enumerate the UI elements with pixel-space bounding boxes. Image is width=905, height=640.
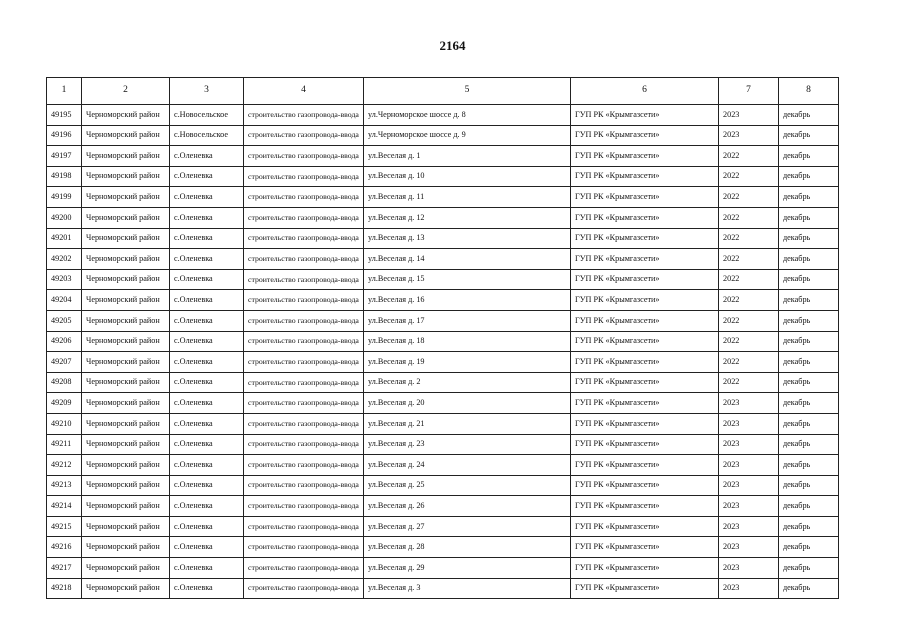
month-cell: декабрь: [779, 372, 839, 393]
column-header-1: 1: [47, 78, 82, 105]
year-cell: 2023: [719, 125, 779, 146]
year-cell: 2023: [719, 537, 779, 558]
works-cell: строительство газопровода-ввода: [244, 516, 364, 537]
works-cell: строительство газопровода-ввода: [244, 558, 364, 579]
address-cell: ул.Веселая д. 29: [364, 558, 571, 579]
settlement-cell: с.Оленевка: [170, 516, 244, 537]
organization-cell: ГУП РК «Крымгазсети»: [571, 228, 719, 249]
column-header-3: 3: [170, 78, 244, 105]
address-cell: ул.Веселая д. 25: [364, 475, 571, 496]
works-cell: строительство газопровода-ввода: [244, 228, 364, 249]
row-number-cell: 49205: [47, 310, 82, 331]
settlement-cell: с.Оленевка: [170, 413, 244, 434]
table-row: [47, 558, 839, 579]
column-header-8: 8: [779, 78, 839, 105]
table-row: [47, 352, 839, 373]
row-number-cell: 49199: [47, 187, 82, 208]
works-cell: строительство газопровода-ввода: [244, 249, 364, 270]
table-row: [47, 434, 839, 455]
year-cell: 2022: [719, 166, 779, 187]
organization-cell: ГУП РК «Крымгазсети»: [571, 393, 719, 414]
row-number-cell: 49208: [47, 372, 82, 393]
address-cell: ул.Веселая д. 27: [364, 516, 571, 537]
year-cell: 2022: [719, 249, 779, 270]
row-number-cell: 49217: [47, 558, 82, 579]
address-cell: ул.Веселая д. 12: [364, 207, 571, 228]
year-cell: 2023: [719, 558, 779, 579]
district-cell: Черноморский район: [82, 187, 170, 208]
year-cell: 2022: [719, 207, 779, 228]
settlement-cell: с.Оленевка: [170, 310, 244, 331]
address-cell: ул.Веселая д. 28: [364, 537, 571, 558]
row-number-cell: 49215: [47, 516, 82, 537]
row-number-cell: 49200: [47, 207, 82, 228]
address-cell: ул.Веселая д. 17: [364, 310, 571, 331]
district-cell: Черноморский район: [82, 125, 170, 146]
column-header-4: 4: [244, 78, 364, 105]
table-row: [47, 290, 839, 311]
year-cell: 2022: [719, 228, 779, 249]
organization-cell: ГУП РК «Крымгазсети»: [571, 105, 719, 126]
works-cell: строительство газопровода-ввода: [244, 146, 364, 167]
row-number-cell: 49214: [47, 496, 82, 517]
address-cell: ул.Веселая д. 15: [364, 269, 571, 290]
district-cell: Черноморский район: [82, 393, 170, 414]
settlement-cell: с.Новосельское: [170, 125, 244, 146]
table-row: [47, 372, 839, 393]
address-cell: ул.Веселая д. 18: [364, 331, 571, 352]
month-cell: декабрь: [779, 393, 839, 414]
works-cell: строительство газопровода-ввода: [244, 537, 364, 558]
table-row: [47, 413, 839, 434]
settlement-cell: с.Оленевка: [170, 269, 244, 290]
row-number-cell: 49202: [47, 249, 82, 270]
row-number-cell: 49198: [47, 166, 82, 187]
column-header-7: 7: [719, 78, 779, 105]
table-row: [47, 125, 839, 146]
district-cell: Черноморский район: [82, 434, 170, 455]
district-cell: Черноморский район: [82, 537, 170, 558]
works-cell: строительство газопровода-ввода: [244, 413, 364, 434]
district-cell: Черноморский район: [82, 290, 170, 311]
month-cell: декабрь: [779, 558, 839, 579]
settlement-cell: с.Оленевка: [170, 187, 244, 208]
settlement-cell: с.Оленевка: [170, 352, 244, 373]
settlement-cell: с.Оленевка: [170, 558, 244, 579]
year-cell: 2023: [719, 475, 779, 496]
month-cell: декабрь: [779, 105, 839, 126]
row-number-cell: 49206: [47, 331, 82, 352]
organization-cell: ГУП РК «Крымгазсети»: [571, 455, 719, 476]
settlement-cell: с.Оленевка: [170, 475, 244, 496]
month-cell: декабрь: [779, 187, 839, 208]
row-number-cell: 49211: [47, 434, 82, 455]
table-row: [47, 207, 839, 228]
year-cell: 2023: [719, 455, 779, 476]
column-header-2: 2: [82, 78, 170, 105]
settlement-cell: с.Оленевка: [170, 372, 244, 393]
table-body: [47, 105, 839, 599]
settlement-cell: с.Оленевка: [170, 455, 244, 476]
row-number-cell: 49213: [47, 475, 82, 496]
organization-cell: ГУП РК «Крымгазсети»: [571, 578, 719, 599]
settlement-cell: с.Оленевка: [170, 393, 244, 414]
organization-cell: ГУП РК «Крымгазсети»: [571, 187, 719, 208]
works-cell: строительство газопровода-ввода: [244, 125, 364, 146]
address-cell: ул.Черноморское шоссе д. 8: [364, 105, 571, 126]
table-row: [47, 310, 839, 331]
row-number-cell: 49207: [47, 352, 82, 373]
works-cell: строительство газопровода-ввода: [244, 372, 364, 393]
table-row: [47, 187, 839, 208]
organization-cell: ГУП РК «Крымгазсети»: [571, 125, 719, 146]
district-cell: Черноморский район: [82, 207, 170, 228]
settlement-cell: с.Оленевка: [170, 496, 244, 517]
settlement-cell: с.Новосельское: [170, 105, 244, 126]
row-number-cell: 49216: [47, 537, 82, 558]
address-cell: ул.Веселая д. 26: [364, 496, 571, 517]
address-cell: ул.Веселая д. 11: [364, 187, 571, 208]
works-cell: строительство газопровода-ввода: [244, 269, 364, 290]
month-cell: декабрь: [779, 249, 839, 270]
year-cell: 2023: [719, 516, 779, 537]
row-number-cell: 49195: [47, 105, 82, 126]
organization-cell: ГУП РК «Крымгазсети»: [571, 475, 719, 496]
table-row: [47, 105, 839, 126]
month-cell: декабрь: [779, 146, 839, 167]
district-cell: Черноморский район: [82, 228, 170, 249]
table-row: [47, 146, 839, 167]
table-row: [47, 331, 839, 352]
district-cell: Черноморский район: [82, 331, 170, 352]
month-cell: декабрь: [779, 207, 839, 228]
year-cell: 2022: [719, 331, 779, 352]
organization-cell: ГУП РК «Крымгазсети»: [571, 413, 719, 434]
organization-cell: ГУП РК «Крымгазсети»: [571, 269, 719, 290]
organization-cell: ГУП РК «Крымгазсети»: [571, 496, 719, 517]
district-cell: Черноморский район: [82, 166, 170, 187]
year-cell: 2022: [719, 187, 779, 208]
header-row: [47, 78, 839, 105]
organization-cell: ГУП РК «Крымгазсети»: [571, 352, 719, 373]
works-cell: строительство газопровода-ввода: [244, 166, 364, 187]
year-cell: 2022: [719, 269, 779, 290]
year-cell: 2023: [719, 105, 779, 126]
district-cell: Черноморский район: [82, 146, 170, 167]
table-header: [47, 78, 839, 105]
month-cell: декабрь: [779, 310, 839, 331]
works-cell: строительство газопровода-ввода: [244, 496, 364, 517]
table-row: [47, 393, 839, 414]
settlement-cell: с.Оленевка: [170, 331, 244, 352]
month-cell: декабрь: [779, 496, 839, 517]
organization-cell: ГУП РК «Крымгазсети»: [571, 558, 719, 579]
district-cell: Черноморский район: [82, 269, 170, 290]
district-cell: Черноморский район: [82, 105, 170, 126]
address-cell: ул.Веселая д. 21: [364, 413, 571, 434]
month-cell: декабрь: [779, 228, 839, 249]
organization-cell: ГУП РК «Крымгазсети»: [571, 166, 719, 187]
organization-cell: ГУП РК «Крымгазсети»: [571, 537, 719, 558]
address-cell: ул.Веселая д. 3: [364, 578, 571, 599]
month-cell: декабрь: [779, 290, 839, 311]
settlement-cell: с.Оленевка: [170, 249, 244, 270]
month-cell: декабрь: [779, 578, 839, 599]
address-cell: ул.Веселая д. 19: [364, 352, 571, 373]
row-number-cell: 49196: [47, 125, 82, 146]
district-cell: Черноморский район: [82, 310, 170, 331]
district-cell: Черноморский район: [82, 455, 170, 476]
column-header-5: 5: [364, 78, 571, 105]
organization-cell: ГУП РК «Крымгазсети»: [571, 146, 719, 167]
district-cell: Черноморский район: [82, 372, 170, 393]
organization-cell: ГУП РК «Крымгазсети»: [571, 290, 719, 311]
organization-cell: ГУП РК «Крымгазсети»: [571, 207, 719, 228]
month-cell: декабрь: [779, 516, 839, 537]
district-cell: Черноморский район: [82, 578, 170, 599]
address-cell: ул.Веселая д. 24: [364, 455, 571, 476]
address-cell: ул.Веселая д. 23: [364, 434, 571, 455]
column-header-6: 6: [571, 78, 719, 105]
table-row: [47, 578, 839, 599]
settlement-cell: с.Оленевка: [170, 228, 244, 249]
table-row: [47, 496, 839, 517]
year-cell: 2023: [719, 413, 779, 434]
table-row: [47, 228, 839, 249]
address-cell: ул.Веселая д. 1: [364, 146, 571, 167]
month-cell: декабрь: [779, 455, 839, 476]
address-cell: ул.Веселая д. 14: [364, 249, 571, 270]
works-cell: строительство газопровода-ввода: [244, 207, 364, 228]
district-cell: Черноморский район: [82, 413, 170, 434]
year-cell: 2022: [719, 310, 779, 331]
table-row: [47, 516, 839, 537]
month-cell: декабрь: [779, 434, 839, 455]
table-row: [47, 455, 839, 476]
row-number-cell: 49203: [47, 269, 82, 290]
year-cell: 2023: [719, 578, 779, 599]
settlement-cell: с.Оленевка: [170, 146, 244, 167]
table-row: [47, 537, 839, 558]
month-cell: декабрь: [779, 125, 839, 146]
works-cell: строительство газопровода-ввода: [244, 393, 364, 414]
month-cell: декабрь: [779, 331, 839, 352]
address-cell: ул.Веселая д. 16: [364, 290, 571, 311]
year-cell: 2022: [719, 290, 779, 311]
works-cell: строительство газопровода-ввода: [244, 578, 364, 599]
row-number-cell: 49210: [47, 413, 82, 434]
row-number-cell: 49209: [47, 393, 82, 414]
row-number-cell: 49218: [47, 578, 82, 599]
district-cell: Черноморский район: [82, 496, 170, 517]
year-cell: 2022: [719, 352, 779, 373]
works-cell: строительство газопровода-ввода: [244, 475, 364, 496]
settlement-cell: с.Оленевка: [170, 537, 244, 558]
district-cell: Черноморский район: [82, 558, 170, 579]
settlement-cell: с.Оленевка: [170, 166, 244, 187]
address-cell: ул.Веселая д. 20: [364, 393, 571, 414]
address-cell: ул.Веселая д. 2: [364, 372, 571, 393]
month-cell: декабрь: [779, 352, 839, 373]
works-cell: строительство газопровода-ввода: [244, 105, 364, 126]
year-cell: 2023: [719, 393, 779, 414]
works-cell: строительство газопровода-ввода: [244, 187, 364, 208]
settlement-cell: с.Оленевка: [170, 578, 244, 599]
row-number-cell: 49201: [47, 228, 82, 249]
district-cell: Черноморский район: [82, 249, 170, 270]
year-cell: 2022: [719, 372, 779, 393]
page-number: 2164: [439, 38, 466, 53]
organization-cell: ГУП РК «Крымгазсети»: [571, 434, 719, 455]
address-cell: ул.Веселая д. 13: [364, 228, 571, 249]
table-row: [47, 249, 839, 270]
works-cell: строительство газопровода-ввода: [244, 434, 364, 455]
table-row: [47, 269, 839, 290]
row-number-cell: 49197: [47, 146, 82, 167]
works-cell: строительство газопровода-ввода: [244, 352, 364, 373]
works-cell: строительство газопровода-ввода: [244, 290, 364, 311]
district-cell: Черноморский район: [82, 516, 170, 537]
settlement-cell: с.Оленевка: [170, 434, 244, 455]
settlement-cell: с.Оленевка: [170, 207, 244, 228]
organization-cell: ГУП РК «Крымгазсети»: [571, 249, 719, 270]
month-cell: декабрь: [779, 475, 839, 496]
month-cell: декабрь: [779, 537, 839, 558]
month-cell: декабрь: [779, 413, 839, 434]
organization-cell: ГУП РК «Крымгазсети»: [571, 516, 719, 537]
district-cell: Черноморский район: [82, 352, 170, 373]
works-cell: строительство газопровода-ввода: [244, 310, 364, 331]
organization-cell: ГУП РК «Крымгазсети»: [571, 310, 719, 331]
works-cell: строительство газопровода-ввода: [244, 455, 364, 476]
month-cell: декабрь: [779, 269, 839, 290]
year-cell: 2023: [719, 434, 779, 455]
row-number-cell: 49212: [47, 455, 82, 476]
address-cell: ул.Черноморское шоссе д. 9: [364, 125, 571, 146]
month-cell: декабрь: [779, 166, 839, 187]
year-cell: 2023: [719, 496, 779, 517]
row-number-cell: 49204: [47, 290, 82, 311]
table-row: [47, 166, 839, 187]
works-cell: строительство газопровода-ввода: [244, 331, 364, 352]
table-row: [47, 475, 839, 496]
organization-cell: ГУП РК «Крымгазсети»: [571, 372, 719, 393]
district-cell: Черноморский район: [82, 475, 170, 496]
address-cell: ул.Веселая д. 10: [364, 166, 571, 187]
register-table: [46, 77, 839, 599]
year-cell: 2022: [719, 146, 779, 167]
organization-cell: ГУП РК «Крымгазсети»: [571, 331, 719, 352]
settlement-cell: с.Оленевка: [170, 290, 244, 311]
